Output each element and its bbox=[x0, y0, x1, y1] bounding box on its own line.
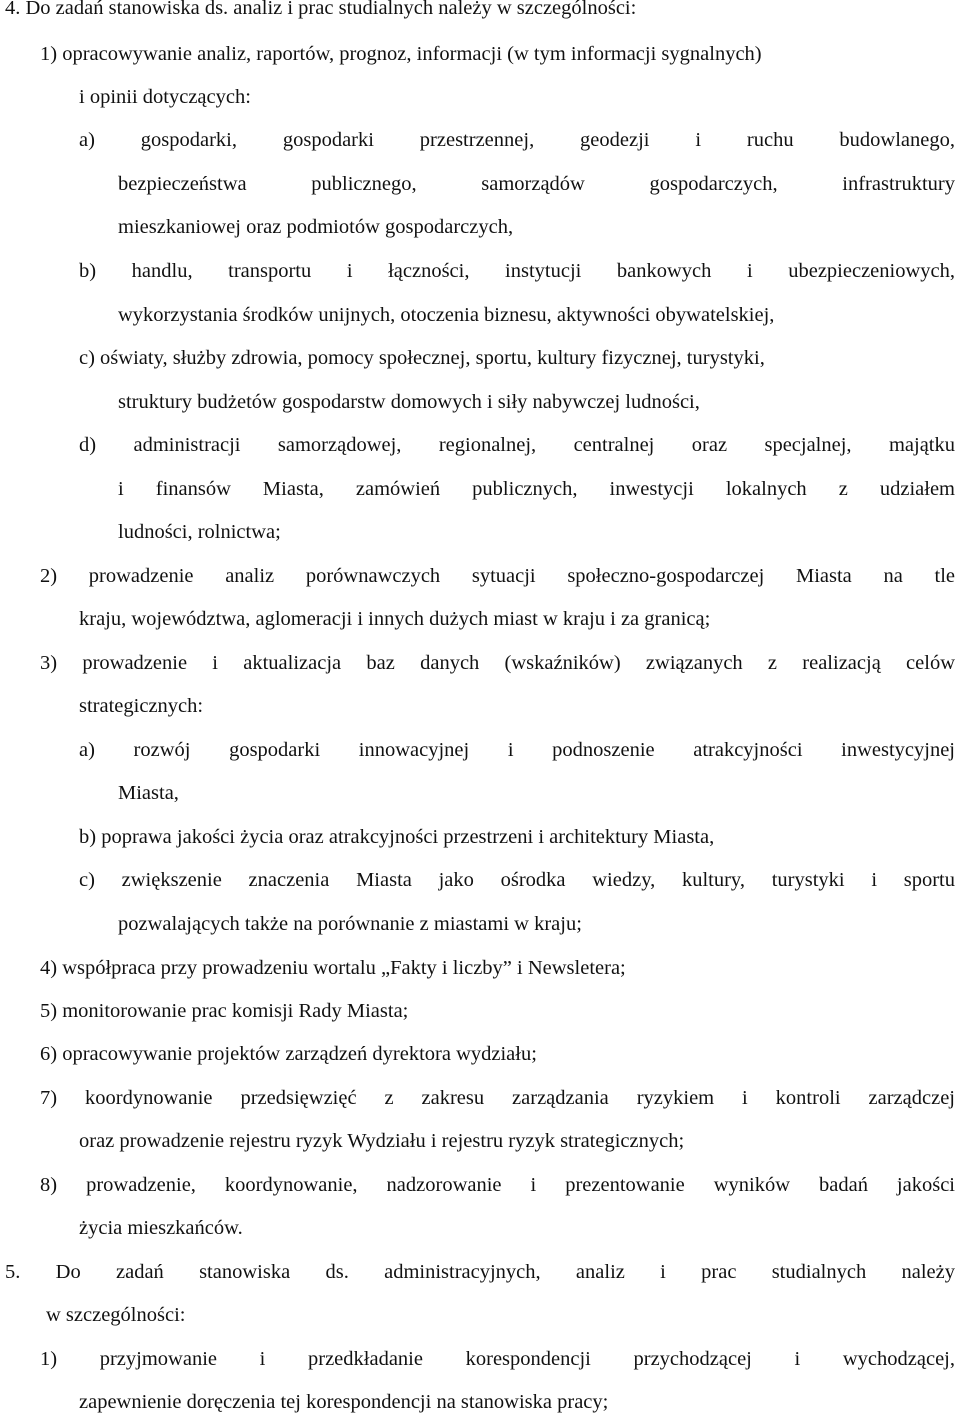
item-1d-line-3: ludności, rolnictwa; bbox=[118, 521, 281, 543]
item-8-line-2: życia mieszkańców. bbox=[79, 1217, 243, 1239]
section-5-heading-line-2: w szczególności: bbox=[46, 1304, 186, 1326]
item-1b-line-1: b) handlu, transportu i łączności, instytucji bankowych i ubezpieczeniowych, bbox=[79, 260, 955, 282]
item-7-line-1: 7) koordynowanie przedsięwzięć z zakresu zarządzania ryzykiem i kontroli zarządczej bbox=[40, 1087, 955, 1109]
item-4-line-1: 4) współpraca przy prowadzeniu wortalu „Fakty i liczby” i Newsletera; bbox=[40, 957, 626, 979]
item-1d-line-1: d) administracji samorządowej, regionalnej, centralnej oraz specjalnej, majątku bbox=[79, 434, 955, 456]
section-5-heading-line-1: 5. Do zadań stanowiska ds. administracyjnych, analiz i prac studialnych należy bbox=[5, 1261, 955, 1283]
item-3b-line-1: b) poprawa jakości życia oraz atrakcyjności przestrzeni i architektury Miasta, bbox=[79, 826, 715, 848]
item-1c-line-2: struktury budżetów gospodarstw domowych i siły nabywczej ludności, bbox=[118, 391, 700, 413]
item-8-line-1: 8) prowadzenie, koordynowanie, nadzorowanie i prezentowanie wyników badań jakości bbox=[40, 1174, 955, 1196]
section-5-item-1-line-2: zapewnienie doręczenia tej korespondencji na stanowiska pracy; bbox=[79, 1391, 609, 1413]
item-1b-line-2: wykorzystania środków unijnych, otoczenia biznesu, aktywności obywatelskiej, bbox=[118, 304, 775, 326]
item-1a-line-3: mieszkaniowej oraz podmiotów gospodarczych, bbox=[118, 216, 514, 238]
item-5-line-1: 5) monitorowanie prac komisji Rady Miasta; bbox=[40, 1000, 409, 1022]
item-3a-line-1: a) rozwój gospodarki innowacyjnej i podnoszenie atrakcyjności inwestycyjnej bbox=[79, 739, 955, 761]
item-3a-line-2: Miasta, bbox=[118, 782, 179, 804]
section-4-heading: 4. Do zadań stanowiska ds. analiz i prac studialnych należy w szczególności: bbox=[5, 0, 637, 19]
item-3-line-1: 3) prowadzenie i aktualizacja baz danych (wskaźników) związanych z realizacją celów bbox=[40, 652, 955, 674]
item-2-line-2: kraju, województwa, aglomeracji i innych dużych miast w kraju i za granicą; bbox=[79, 608, 711, 630]
item-3c-line-2: pozwalających także na porównanie z miastami w kraju; bbox=[118, 913, 582, 935]
item-1c-line-1: c) oświaty, służby zdrowia, pomocy społecznej, sportu, kultury fizycznej, turystyki, bbox=[79, 347, 765, 369]
item-7-line-2: oraz prowadzenie rejestru ryzyk Wydziału i rejestru ryzyk strategicznych; bbox=[79, 1130, 685, 1152]
item-6-line-1: 6) opracowywanie projektów zarządzeń dyrektora wydziału; bbox=[40, 1043, 537, 1065]
item-1a-line-1: a) gospodarki, gospodarki przestrzennej, geodezji i ruchu budowlanego, bbox=[79, 129, 955, 151]
item-1d-line-2: i finansów Miasta, zamówień publicznych, inwestycji lokalnych z udziałem bbox=[118, 478, 955, 500]
item-1-line-1: 1) opracowywanie analiz, raportów, prognoz, informacji (w tym informacji sygnalnych) bbox=[40, 43, 762, 65]
item-2-line-1: 2) prowadzenie analiz porównawczych sytuacji społeczno-gospodarczej Miasta na tle bbox=[40, 565, 955, 587]
item-3-line-2: strategicznych: bbox=[79, 695, 204, 717]
item-1-line-2: i opinii dotyczących: bbox=[79, 86, 251, 108]
item-1a-line-2: bezpieczeństwa publicznego, samorządów gospodarczych, infrastruktury bbox=[118, 173, 955, 195]
section-5-item-1-line-1: 1) przyjmowanie i przedkładanie korespondencji przychodzącej i wychodzącej, bbox=[40, 1348, 955, 1370]
item-3c-line-1: c) zwiększenie znaczenia Miasta jako ośrodka wiedzy, kultury, turystyki i sportu bbox=[79, 869, 955, 891]
